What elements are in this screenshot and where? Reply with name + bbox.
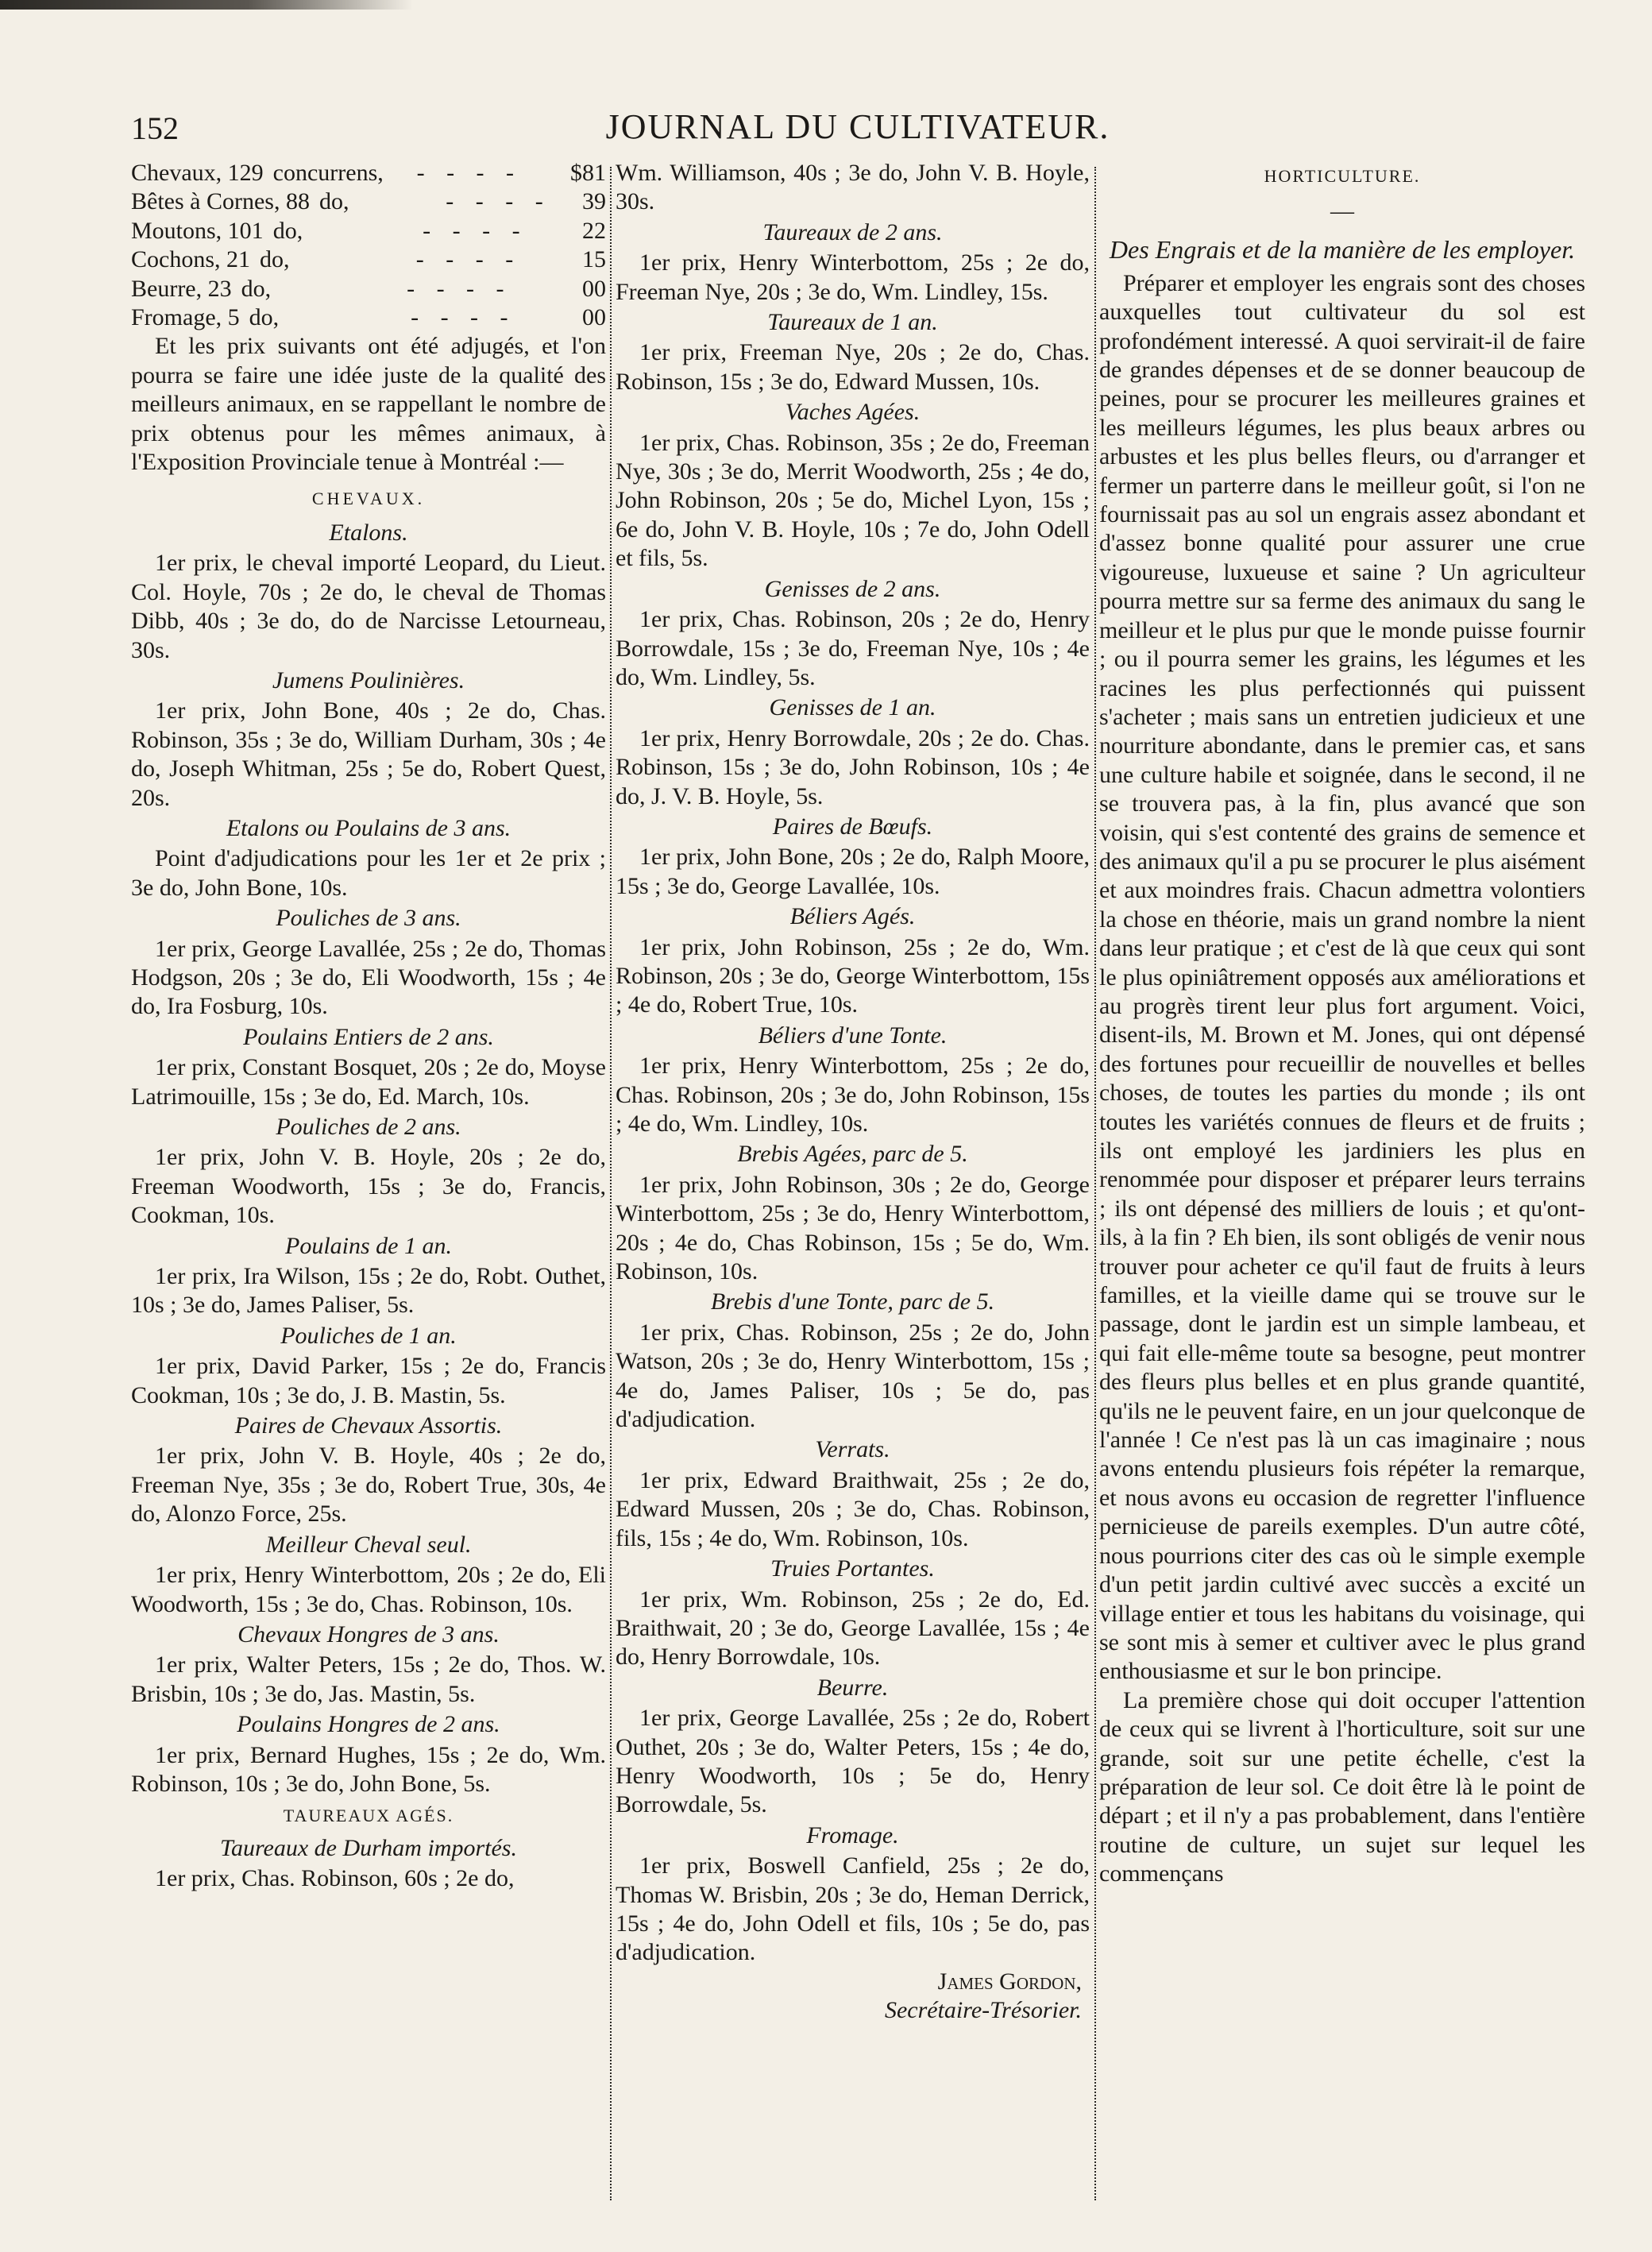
column-1 xyxy=(131,159,606,2224)
summary-row: Beurre, 23 do, - - - - 00 xyxy=(131,275,606,302)
prize-category-title: Béliers Agés. xyxy=(789,903,916,930)
prize-category-title: Genisses de 2 ans. xyxy=(764,575,941,602)
summary-row: Chevaux, 129 concurrens, - - - - $81 xyxy=(131,160,606,186)
prize-entry: 1er prix, John Bone, 40s ; 2e do, Chas. Robinson, 35s ; 3e do, William Durham, 30s ; 4e do, Joseph Whitman, 25s ; 5e do, Robert Quest, 20s. xyxy=(131,697,606,811)
prize-entry: 1er prix, John Robinson, 30s ; 2e do, George Winterbottom, 25s ; 3e do, Henry Winterbottom, 20s ; 4e do, Chas Robinson, 15s ; 5e do, Wm. Robinson, 10s. xyxy=(616,1171,1090,1285)
summary-row: Bêtes à Cornes, 88 do, - - - - 39 xyxy=(131,188,606,215)
column-divider xyxy=(1094,167,1096,2200)
summary-row: Moutons, 101 do, - - - - 22 xyxy=(131,217,606,244)
column-3 xyxy=(1099,159,1585,2224)
prize-category-title: Etalons ou Poulains de 3 ans. xyxy=(226,814,511,841)
prize-category-title: Meilleur Cheval seul. xyxy=(265,1531,472,1558)
prize-entry: 1er prix, George Lavallée, 25s ; 2e do, Robert Outhet, 20s ; 3e do, Walter Peters, 15s ; 4e do, Henry Woodworth, 10s ; 5e do, Henry Borrowdale, 5s. xyxy=(616,1705,1090,1818)
prize-entry: 1er prix, John V. B. Hoyle, 40s ; 2e do, Freeman Nye, 35s ; 3e do, Robert True, 30s, 4e do, Alonzo Force, 25s. xyxy=(131,1443,606,1528)
prize-entry: 1er prix, Wm. Robinson, 25s ; 2e do, Ed. Braithwait, 20 ; 3e do, George Lavallée, 15s ; 4e do, Henry Borrowdale, 10s. xyxy=(616,1586,1090,1671)
page-header xyxy=(131,100,1584,148)
prize-category-title: Taureaux de Durham importés. xyxy=(220,1834,517,1861)
prize-entry: 1er prix, Henry Winterbottom, 25s ; 2e do, Freeman Nye, 20s ; 3e do, Wm. Lindley, 15s. xyxy=(616,249,1090,305)
prize-entry: 1er prix, John V. B. Hoyle, 20s ; 2e do, Freeman Woodworth, 15s ; 3e do, Francis, Cookman, 10s. xyxy=(131,1144,606,1229)
prize-entry: 1er prix, Henry Winterbottom, 20s ; 2e do, Eli Woodworth, 15s ; 3e do, Chas. Robinson, 10s. xyxy=(131,1562,606,1617)
section-rule: — xyxy=(1330,198,1354,225)
journal-title: JOURNAL DU CULTIVATEUR. xyxy=(605,107,1110,146)
section-heading: CHEVAUX. xyxy=(311,489,426,509)
prize-entry: 1er prix, le cheval importé Leopard, du Lieut. Col. Hoyle, 70s ; 2e do, le cheval de Thomas Dibb, 40s ; 3e do, do de Narcisse Letourneau, 30s. xyxy=(131,550,606,663)
prize-entry: 1er prix, Constant Bosquet, 20s ; 2e do, Moyse Latrimouille, 15s ; 3e do, Ed. March, 10s. xyxy=(131,1054,606,1110)
prize-category-title: Verrats. xyxy=(815,1436,890,1463)
prize-entry: 1er prix, Chas. Robinson, 60s ; 2e do, xyxy=(155,1865,515,1892)
page-edge-mark xyxy=(0,0,413,10)
prize-category-title: Fromage. xyxy=(806,1821,899,1848)
prize-entry: 1er prix, Edward Braithwait, 25s ; 2e do, Edward Mussen, 20s ; 3e do, Chas. Robinson, fils, 15s ; 4e do, Wm. Robinson, 10s. xyxy=(616,1466,1090,1551)
prize-category-title: Taureaux de 2 ans. xyxy=(762,218,943,245)
prize-category-title: Paires de Bœufs. xyxy=(772,813,933,840)
entries-summary xyxy=(131,159,606,332)
prize-entry: 1er prix, Henry Winterbottom, 25s ; 2e do, Chas. Robinson, 20s ; 3e do, John Robinson, 15s ; 4e do, Wm. Lindley, 10s. xyxy=(616,1053,1090,1137)
prize-category-title: Pouliches de 2 ans. xyxy=(276,1114,461,1140)
prize-entry: 1er prix, Walter Peters, 15s ; 2e do, Thos. W. Brisbin, 10s ; 3e do, Jas. Mastin, 5s. xyxy=(131,1651,606,1707)
prize-entry: 1er prix, Ira Wilson, 15s ; 2e do, Robt. Outhet, 10s ; 3e do, James Paliser, 5s. xyxy=(131,1263,606,1319)
signature-name: James Gordon, xyxy=(937,1968,1082,1995)
prize-entry: 1er prix, Freeman Nye, 20s ; 2e do, Chas. Robinson, 15s ; 3e do, Edward Mussen, 10s. xyxy=(616,339,1090,395)
section-heading: HORTICULTURE. xyxy=(1264,166,1421,186)
article-paragraph: La première chose qui doit occuper l'attention de ceux qui se livrent à l'horticulture, soit sur une grande, soit sur une petite échelle, c'est la préparation de leur sol. Ce doit être là le point de départ ; et il n'y a pas probablement, dans l'entière routine de culture, un sujet sur lequel les commençans xyxy=(1099,1686,1585,1887)
prize-entry: 1er prix, Chas. Robinson, 20s ; 2e do, Henry Borrowdale, 15s ; 3e do, Freeman Nye, 10s ; 4e do, Wm. Lindley, 5s. xyxy=(616,606,1090,690)
section-heading: TAUREAUX AGÉS. xyxy=(283,1806,454,1826)
prize-category-title: Pouliches de 3 ans. xyxy=(276,905,461,932)
prize-category-title: Poulains Hongres de 2 ans. xyxy=(237,1711,500,1738)
prize-entry: 1er prix, George Lavallée, 25s ; 2e do, Thomas Hodgson, 20s ; 3e do, Eli Woodworth, 15s ; 4e do, Ira Fosburg, 10s. xyxy=(131,935,606,1020)
prize-category-title: Brebis Agées, parc de 5. xyxy=(737,1141,968,1168)
prize-entry: 1er prix, Chas. Robinson, 35s ; 2e do, Freeman Nye, 30s ; 3e do, Merrit Woodworth, 25s ; 4e do, John Robinson, 20s ; 5e do, Michel Lyon, 15s ; 6e do, John V. B. Hoyle, 10s ; 7e do, John Odell et fils, 5s. xyxy=(616,429,1090,572)
prize-entry: 1er prix, Bernard Hughes, 15s ; 2e do, Wm. Robinson, 10s ; 3e do, John Bone, 5s. xyxy=(131,1741,606,1797)
prize-category-title: Paires de Chevaux Assortis. xyxy=(234,1412,503,1439)
prize-category-title: Vaches Agées. xyxy=(785,399,921,426)
article-paragraph: Préparer et employer les engrais sont des choses auxquelles tout cultivateur du sol est profondément interessé. A quoi servirait-il de faire de grandes dépenses et de se donner beaucoup de peines, pour se procurer les meilleures graines et les meilleurs légumes, les plus beaux arbres ou arbustes et les plus belles fleurs, ou d'arranger et fermer un parterre dans le meilleur goût, si l'on ne fournissait pas au sol un engrais assez abondant et d'assez bonne qualité pour assurer une crue vigoureuse, luxueuse et saine ? Un agriculteur pourra mettre sur sa ferme des animaux du sang le meilleur et le plus pur que le monde puisse fournir ; ou il pourra semer les grains, les légumes et les racines les plus perfectionnés qui puissent s'acheter ; mais sans un entretien judicieux et une nourriture abondante, dans le premier cas, et sans une culture habile et soignée, dans le second, il ne se trouvera pas, à la fin, plus avancé que son voisin, qui s'est contenté des grains de semence et des animaux qu'il a pu se procurer le plus aisément et aux moindres frais. Chacun admettra volontiers la chose en théorie, mais un grand nombre la nient dans leur pratique ; et c'est de là que ceux qui sont le plus opiniâtrement opposés aux améliorations et au progrès tirent leur plus fort argument. Voici, disent-ils, M. Brown et M. Jones, qui ont dépensé des fortunes pour recueillir de nouvelles et belles choses, de toutes les parties du monde ; ils ont toutes les variétés connues de fleurs et de fruits ; ils ont employé les jardiniers les plus en renommée pour disposer et préparer leurs terrains ; ils ont dépensé des milliers de louis ; et qu'ont-ils, à la fin ? Eh bien, ils sont obligés de venir nous trouver pour acheter ce qu'il faut de fruits à leurs familles, et la vieille dame qui se trouve sur le passage, dont le jardin est un simple lambeau, et qui fait elle-même toute sa besogne, peut montrer des fleurs plus belles et en plus grande quantité, qu'ils ne le peuvent faire, en un jour quelconque de l'année ! Ce n'est pas là un cas imaginaire ; nous avons entendu plusieurs fois répéter la remarque, et nous avons eu occasion de regretter l'influence pernicieuse de pareils exemples. D'un autre côté, nous pourrions citer des cas où le simple exemple d'un petit jardin cultivé avec succès a excité un village entier et tous les habitans du voisinage, qui se sont mis à semer et cultiver avec le plus grand enthousiasme et sur le bon principe. xyxy=(1099,269,1585,1685)
prize-entry: 1er prix, David Parker, 15s ; 2e do, Francis Cookman, 10s ; 3e do, J. B. Mastin, 5s. xyxy=(131,1353,606,1408)
prize-entry-continued: Wm. Williamson, 40s ; 3e do, John V. B. Hoyle, 30s. xyxy=(616,160,1090,215)
prize-category-title: Béliers d'une Tonte. xyxy=(758,1022,948,1049)
prize-category-title: Taureaux de 1 an. xyxy=(767,309,938,336)
prize-category-title: Genisses de 1 an. xyxy=(769,694,936,721)
prize-category-title: Etalons. xyxy=(329,519,408,546)
prize-category-title: Truies Portantes. xyxy=(770,1555,935,1582)
column-2 xyxy=(616,159,1090,2224)
intro-paragraph: Et les prix suivants ont été adjugés, et l'on pourra se faire une idée juste de la qualité des meilleurs animaux, en se rappellant le nombre de prix obtenus pour les mêmes animaux, à l'Exposition Provinciale tenue à Montréal :— xyxy=(131,333,606,476)
article-title: Des Engrais et de la manière de les employer. xyxy=(1109,234,1576,264)
prize-entry: Point d'adjudications pour les 1er et 2e prix ; 3e do, John Bone, 10s. xyxy=(131,845,606,901)
signature-title: Secrétaire-Trésorier. xyxy=(884,1997,1082,2024)
prize-category-title: Poulains Entiers de 2 ans. xyxy=(243,1023,494,1050)
prize-category-title: Brebis d'une Tonte, parc de 5. xyxy=(710,1288,995,1315)
prize-category-title: Beurre. xyxy=(816,1674,889,1701)
prize-category-title: Pouliches de 1 an. xyxy=(280,1322,457,1349)
prize-category-title: Poulains de 1 an. xyxy=(285,1232,452,1259)
prize-entry: 1er prix, John Robinson, 25s ; 2e do, Wm. Robinson, 20s ; 3e do, George Winterbottom, 15s ; 4e do, Robert True, 10s. xyxy=(616,933,1090,1018)
prize-entry: 1er prix, Henry Borrowdale, 20s ; 2e do. Chas. Robinson, 15s ; 3e do, John Robinson, 10s ; 4e do, J. V. B. Hoyle, 5s. xyxy=(616,724,1090,809)
prize-entry: 1er prix, John Bone, 20s ; 2e do, Ralph Moore, 15s ; 3e do, George Lavallée, 10s. xyxy=(616,844,1090,899)
column-divider xyxy=(610,167,612,2200)
prize-category-title: Jumens Poulinières. xyxy=(272,666,465,693)
prize-entry: 1er prix, Boswell Canfield, 25s ; 2e do, Thomas W. Brisbin, 20s ; 3e do, Heman Derrick, 15s ; 4e do, John Odell et fils, 10s ; 5e do, pas d'adjudication. xyxy=(616,1852,1090,1966)
page-number: 152 xyxy=(131,110,179,146)
summary-row: Fromage, 5 do, - - - - 00 xyxy=(131,304,606,331)
prize-category-title: Chevaux Hongres de 3 ans. xyxy=(237,1620,500,1647)
summary-row: Cochons, 21 do, - - - - 15 xyxy=(131,246,606,273)
prize-entry: 1er prix, Chas. Robinson, 25s ; 2e do, John Watson, 20s ; 3e do, Henry Winterbottom, 15s ; 4e do, James Paliser, 10s ; 5e do, pas d'adjudication. xyxy=(616,1319,1090,1433)
